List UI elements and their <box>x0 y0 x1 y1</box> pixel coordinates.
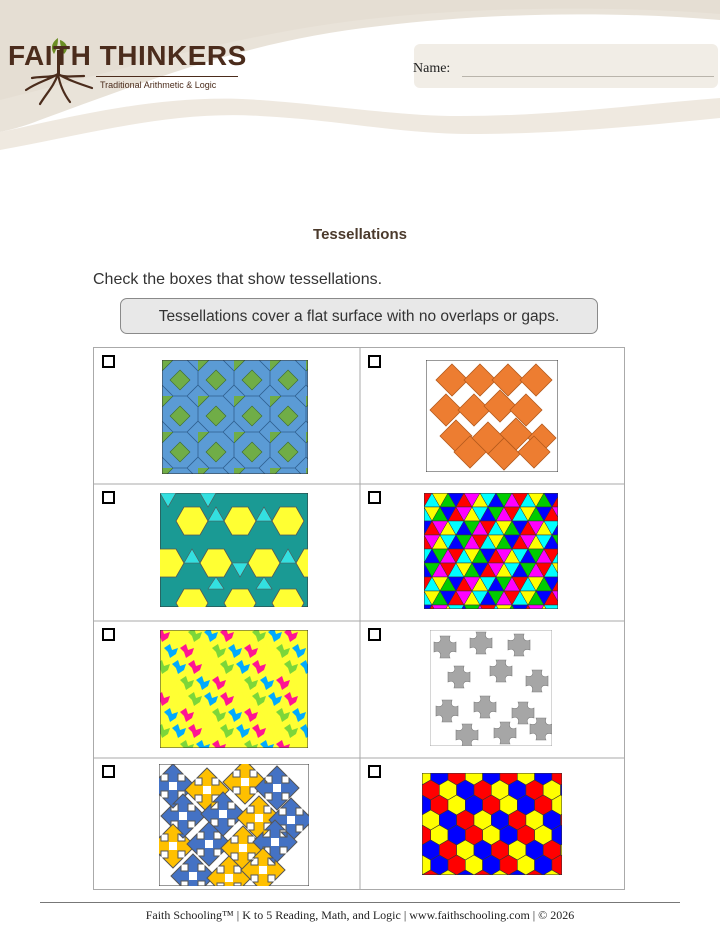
brand-divider <box>96 76 238 77</box>
footer-divider <box>40 902 680 903</box>
interlocking-shapes-tile-image <box>160 630 308 748</box>
option-checkbox-2[interactable] <box>368 355 381 368</box>
option-cell-1 <box>94 348 360 484</box>
orange-squares-tile-image <box>426 360 558 472</box>
blue-octagons-tile-image <box>162 360 308 474</box>
option-checkbox-3[interactable] <box>102 491 115 504</box>
option-cell-4 <box>360 484 624 621</box>
option-cell-5 <box>94 621 360 758</box>
option-checkbox-1[interactable] <box>102 355 115 368</box>
options-grid <box>93 347 625 890</box>
brand-name: FAITH THINKERS <box>8 40 247 71</box>
name-label: Name: <box>413 61 451 76</box>
option-checkbox-7[interactable] <box>102 765 115 778</box>
option-checkbox-8[interactable] <box>368 765 381 778</box>
gray-crosses-tile-image <box>430 630 552 746</box>
tip-text: Tessellations cover a flat surface with no overlaps or gaps. <box>158 308 560 325</box>
yellow-hexagons-tile-image <box>160 493 308 607</box>
tip-box <box>120 298 598 334</box>
option-checkbox-4[interactable] <box>368 491 381 504</box>
page-title: Tessellations <box>313 226 407 243</box>
option-checkbox-6[interactable] <box>368 628 381 641</box>
option-cell-6 <box>360 621 624 758</box>
option-cell-3 <box>94 484 360 621</box>
option-checkbox-5[interactable] <box>102 628 115 641</box>
option-cell-8 <box>360 758 624 889</box>
option-cell-2 <box>360 348 624 484</box>
arrow-crosses-tile-image <box>159 764 309 886</box>
rgb-hexagons-tile-image <box>422 773 562 875</box>
instruction-text: Check the boxes that show tessellations. <box>93 271 383 288</box>
name-input-line[interactable] <box>462 76 714 77</box>
brand-tagline: Traditional Arithmetic & Logic <box>100 80 217 90</box>
multicolor-triangles-tile-image <box>424 493 558 609</box>
option-cell-7 <box>94 758 360 889</box>
footer-text: Faith Schooling™ | K to 5 Reading, Math, and Logic | www.faithschooling.com | © 2026 <box>145 908 575 922</box>
name-field-background <box>414 44 718 88</box>
